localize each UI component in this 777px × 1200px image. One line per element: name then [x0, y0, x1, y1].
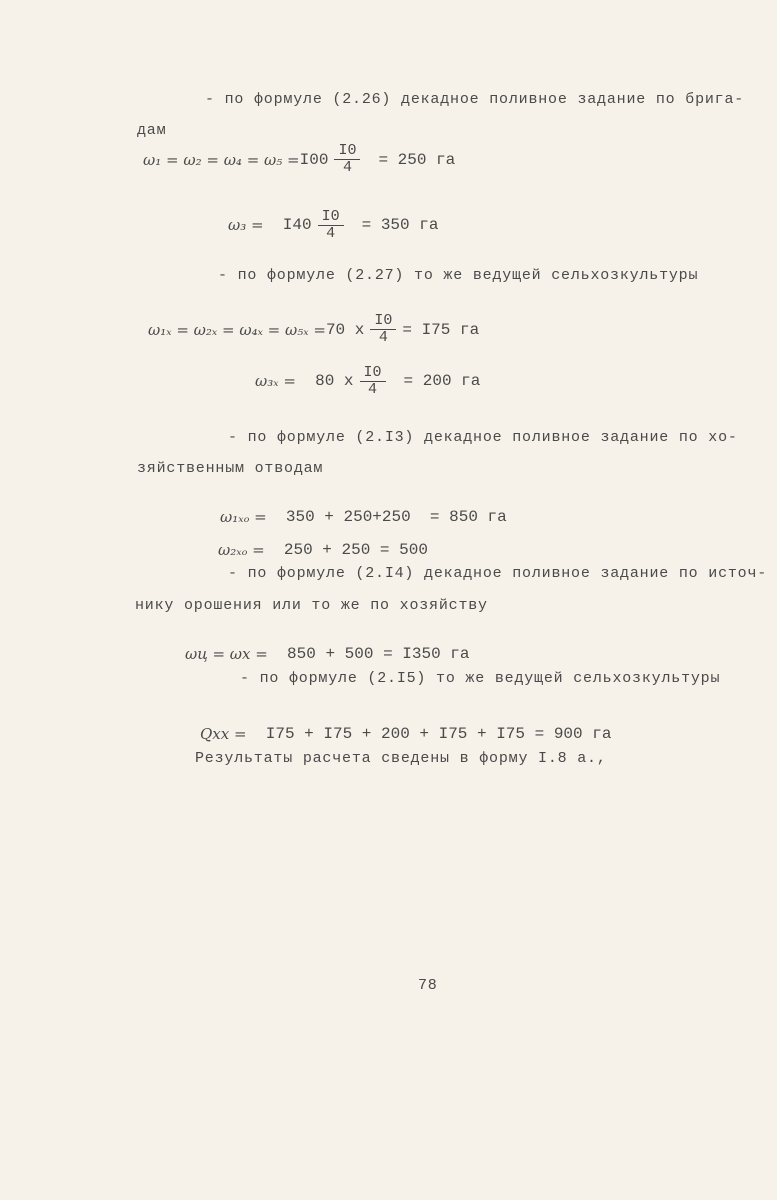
formula-farm-allotment-1 — [220, 499, 507, 535]
formula-coef: I40 — [282, 216, 312, 234]
numerator: I0 — [370, 313, 396, 330]
formula-lhs: ω₂ₓₒ = — [218, 541, 265, 559]
denominator: 4 — [378, 329, 388, 346]
formula-lhs: ω₁ = ω₂ = ω₄ = ω₅ = — [143, 150, 300, 169]
formula-leading-crop-3 — [255, 363, 480, 399]
numerator: I0 — [360, 365, 386, 382]
formula-source — [185, 636, 469, 672]
formula-coef: 70 x — [325, 320, 365, 339]
fraction — [360, 365, 386, 398]
formula-result: = 250 га — [378, 150, 456, 169]
denominator: 4 — [342, 159, 352, 176]
formula-result: 350 + 250+250 = 850 га — [285, 508, 507, 526]
formula-lhs: ω₁ₓₒ = — [220, 508, 267, 526]
denominator: 4 — [368, 380, 378, 398]
paragraph-line: дам — [137, 122, 167, 139]
paragraph-line: нику орошения или то же по хозяйству — [135, 597, 488, 614]
formula-lhs: ωц = ωх = — [185, 645, 268, 663]
formula-farm-leading-crop — [200, 716, 611, 752]
formula-result: = 350 га — [361, 216, 439, 234]
paragraph-line: - по формуле (2.26) декадное поливное задание по брига- — [205, 91, 745, 108]
formula-lhs: ω₁ₓ = ω₂ₓ = ω₄ₓ = ω₅ₓ = — [148, 320, 326, 339]
denominator: 4 — [326, 224, 336, 242]
formula-coef: I00 — [299, 150, 329, 169]
fraction — [370, 313, 396, 346]
formula-lhs: Qхх = — [200, 725, 247, 743]
formula-brigades — [143, 143, 455, 176]
formula-farm-allotment-2 — [218, 532, 428, 568]
result-sentence: Результаты расчета сведены в форму I.8 а., — [195, 750, 607, 767]
formula-lhs: ω₃ₓ = — [255, 372, 296, 390]
formula-brigade-3 — [228, 207, 438, 243]
formula-result: = 200 га — [403, 372, 481, 390]
formula-leading-crop — [148, 313, 479, 346]
formula-result: = I75 га — [402, 320, 480, 339]
paragraph-line: - по формуле (2.I5) то же ведущей сельхозкультуры — [240, 670, 721, 687]
fraction — [334, 143, 360, 176]
paragraph-line: - по формуле (2.27) то же ведущей сельхозкультуры — [218, 267, 699, 284]
formula-lhs: ω₃ = — [228, 216, 264, 234]
paragraph-line: зяйственным отводам — [137, 460, 324, 477]
paragraph-line: - по формуле (2.I4) декадное поливное задание по источ- — [228, 565, 768, 582]
page-number: 78 — [418, 977, 438, 994]
formula-result: 250 + 250 = 500 — [283, 541, 428, 559]
formula-result: I75 + I75 + 200 + I75 + I75 = 900 га — [265, 725, 612, 743]
formula-result: 850 + 500 = I350 га — [287, 645, 470, 663]
numerator: I0 — [334, 143, 360, 160]
numerator: I0 — [318, 209, 344, 226]
formula-coef: 80 x — [315, 372, 354, 390]
fraction — [318, 209, 344, 242]
paragraph-line: - по формуле (2.I3) декадное поливное задание по хо- — [228, 429, 738, 446]
